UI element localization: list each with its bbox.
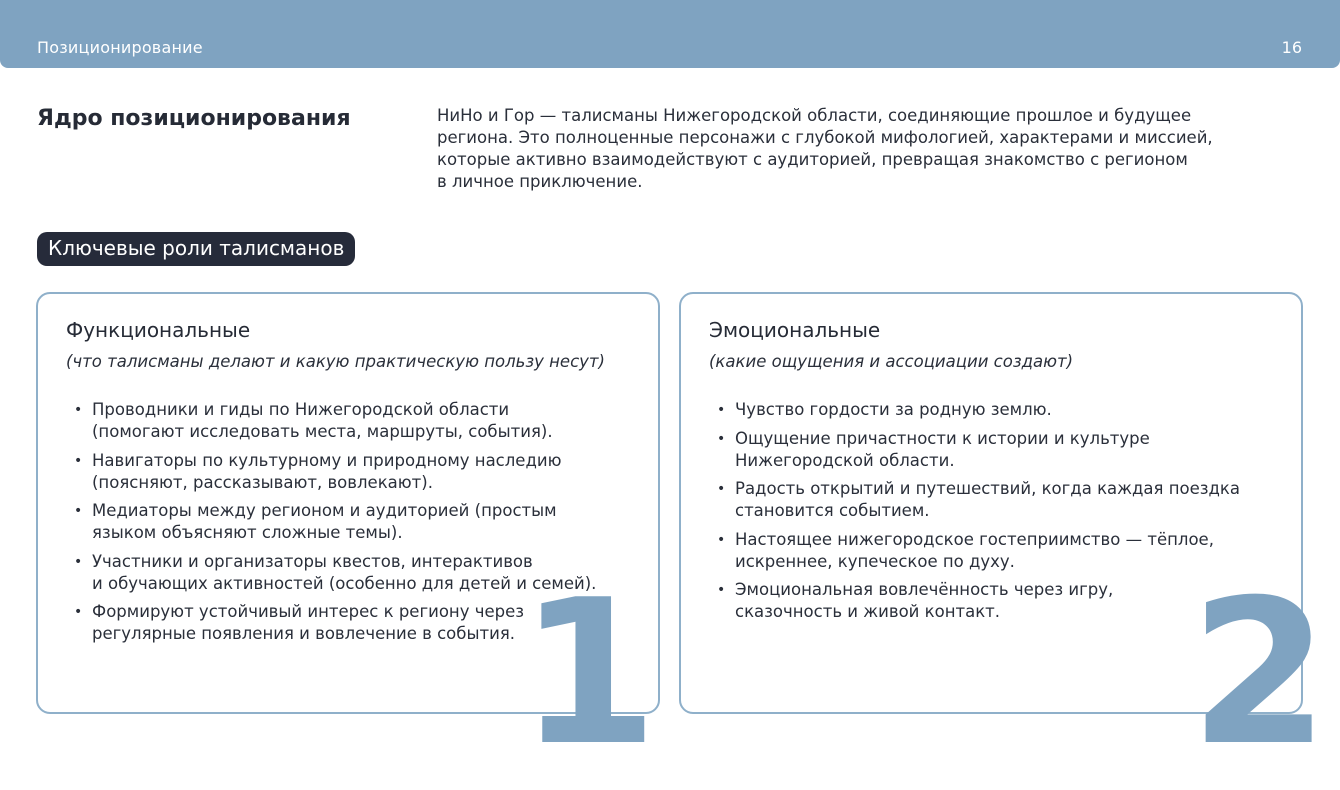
header-bar <box>0 0 1340 68</box>
card-subtitle: (какие ощущения и ассоциации создают) <box>709 352 1074 371</box>
list-item <box>74 551 622 595</box>
bullet-icon: • <box>74 604 83 620</box>
list-item-text: Ощущение причастности к истории и культуре Нижегородской области. <box>735 428 1150 470</box>
bullet-icon: • <box>717 481 726 497</box>
list-item-text: Участники и организаторы квестов, интерактивов и обучающих активностей (особенно для детей и семей). <box>92 551 597 593</box>
list-item <box>717 428 1265 472</box>
roles-badge: Ключевые роли талисманов <box>37 232 355 266</box>
bullet-icon: • <box>717 582 726 598</box>
emotional-roles-card <box>679 292 1329 790</box>
core-heading: Ядро позиционирования <box>37 106 351 131</box>
card-subtitle: (что талисманы делают и какую практическую пользу несут) <box>66 352 605 371</box>
role-list <box>717 399 1265 630</box>
list-item <box>74 601 622 645</box>
list-item-text: Навигаторы по культурному и природному наследию (поясняют, рассказывают, вовлекают). <box>92 450 562 492</box>
list-item-text: Проводники и гиды по Нижегородской области (помогают исследовать места, маршруты, события). <box>92 400 553 441</box>
core-description: НиНо и Гор — талисманы Нижегородской области, соединяющие прошлое и будущее региона. Это полноценные персонажи с глубокой мифологией, характерами и миссией, которые активно взаимодействуют с аудиторией, превращая знакомство с регионом в личное приключение. <box>437 106 1213 191</box>
page-number: 16 <box>1281 38 1302 57</box>
list-item-text: Медиаторы между регионом и аудиторией (простым языком объясняют сложные темы). <box>92 501 557 542</box>
card-title: Эмоциональные <box>709 318 881 342</box>
list-item <box>74 399 622 443</box>
list-item-text: Настоящее нижегородское гостеприимство — тёплое, искреннее, купеческое по духу. <box>735 529 1214 571</box>
list-item <box>717 579 1265 623</box>
list-item <box>74 450 622 494</box>
bullet-icon: • <box>717 531 726 548</box>
section-title: Позиционирование <box>37 38 203 57</box>
list-item-text: Радость открытий и путешествий, когда каждая поездка становится событием. <box>735 479 1240 520</box>
list-item <box>74 500 622 544</box>
list-item <box>717 529 1265 573</box>
list-item-text: Эмоциональная вовлечённость через игру, сказочность и живой контакт. <box>735 580 1114 621</box>
list-item <box>717 399 1265 421</box>
role-list <box>74 399 622 652</box>
bullet-icon: • <box>717 430 726 447</box>
card-number: 2 <box>1189 557 1329 790</box>
bullet-icon: • <box>74 503 83 519</box>
bullet-icon: • <box>74 402 83 418</box>
list-item <box>717 478 1265 522</box>
bullet-icon: • <box>717 402 726 418</box>
card-number: 1 <box>518 557 658 790</box>
list-item-text: Формируют устойчивый интерес к региону через регулярные появления и вовлечение в события. <box>92 602 525 643</box>
bullet-icon: • <box>74 553 83 570</box>
card-title: Функциональные <box>66 318 251 342</box>
list-item-text: Чувство гордости за родную землю. <box>735 400 1052 419</box>
functional-roles-card <box>36 292 660 790</box>
bullet-icon: • <box>74 452 83 469</box>
